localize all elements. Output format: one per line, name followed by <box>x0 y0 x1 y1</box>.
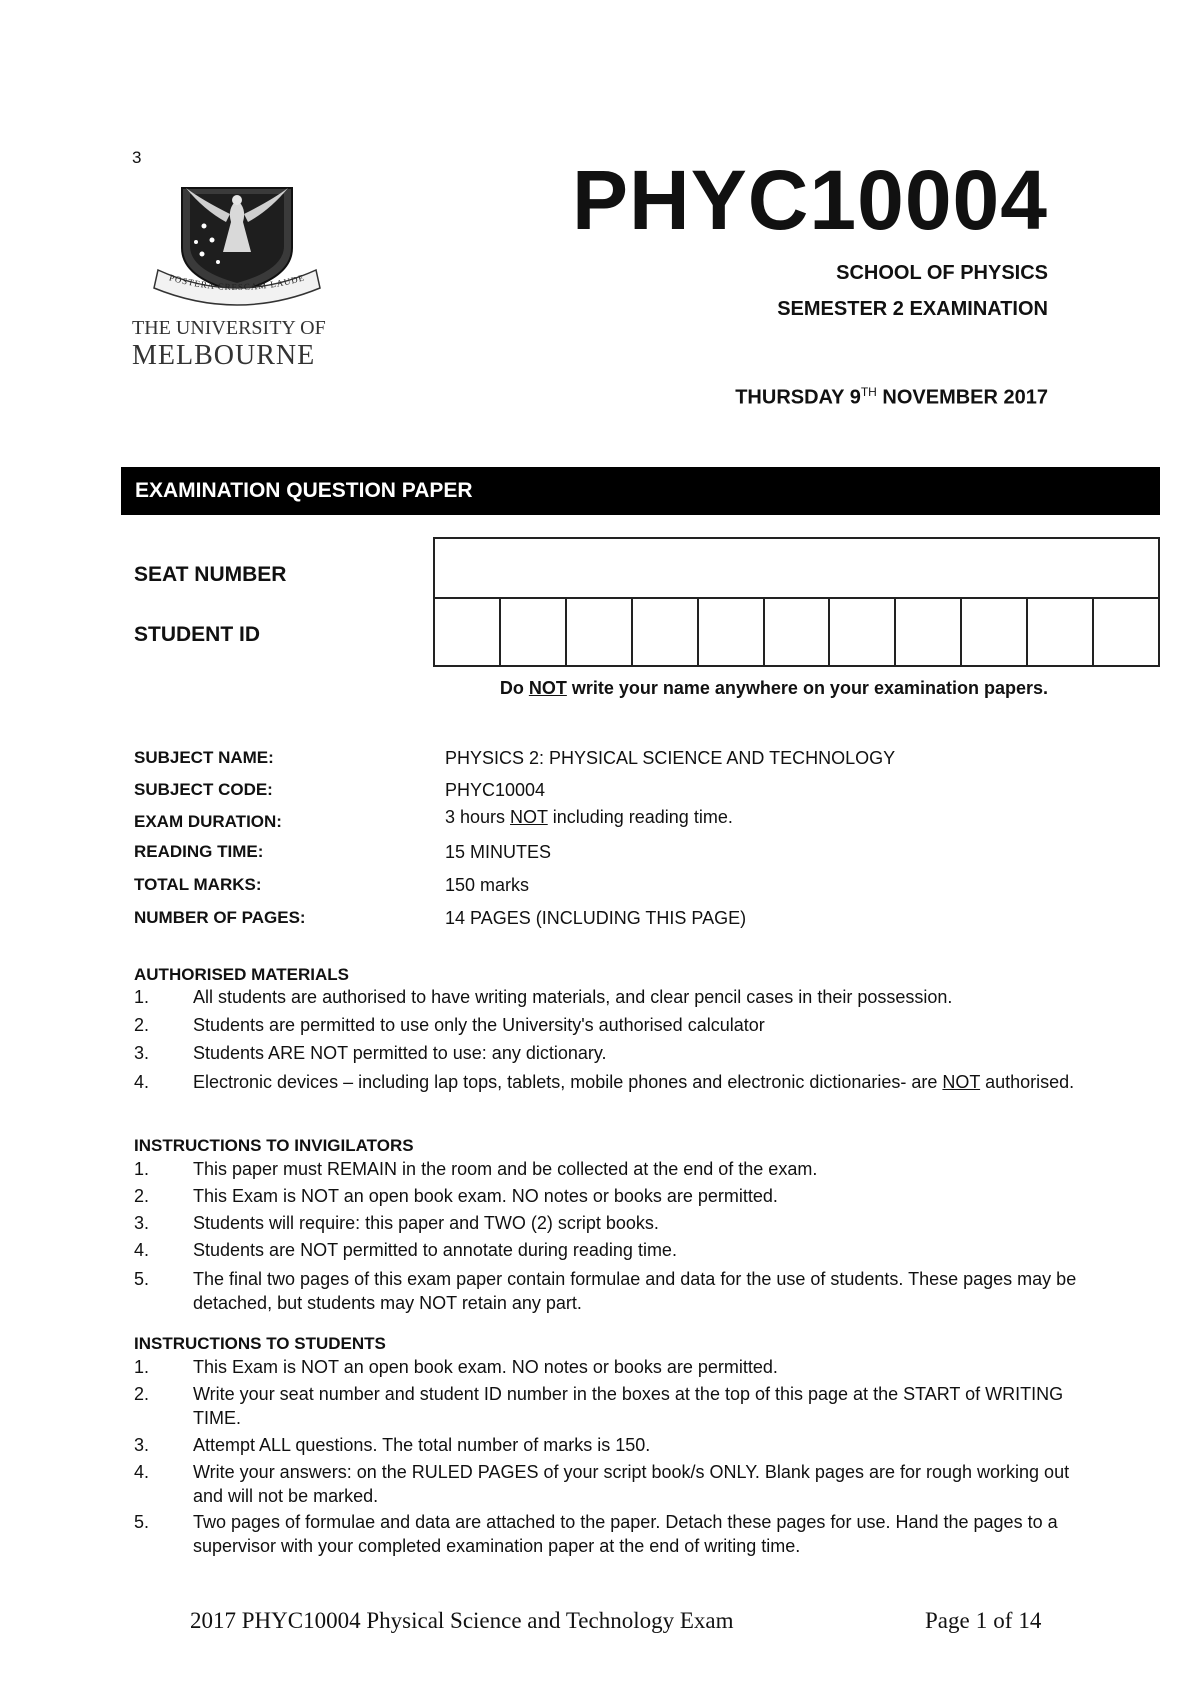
student-id-digit-box[interactable] <box>501 599 567 665</box>
student-id-label: STUDENT ID <box>134 623 260 646</box>
detail-row <box>134 875 1134 905</box>
list-item: 1. All students are authorised to have writing materials, and clear pencil cases in their possession. <box>134 987 953 1007</box>
student-id-digit-box[interactable] <box>962 599 1028 665</box>
detail-value: PHYSICS 2: PHYSICAL SCIENCE AND TECHNOLOGY <box>445 748 896 768</box>
detail-row <box>134 908 1134 938</box>
detail-row <box>134 807 1134 840</box>
list-item: 3. Attempt ALL questions. The total number of marks is 150. <box>134 1435 651 1455</box>
subject-code-title: PHYC10004 <box>572 153 1048 247</box>
list-item: 2. Students are permitted to use only the University's authorised calculator <box>134 1015 765 1035</box>
name-warning: Do NOT write your name anywhere on your examination papers. <box>499 678 1048 698</box>
list-item: 3. Students will require: this paper and TWO (2) script books. <box>134 1213 659 1233</box>
detail-value: 150 marks <box>445 875 530 895</box>
detail-key: NUMBER OF PAGES: <box>134 908 306 927</box>
student-id-digit-box[interactable] <box>830 599 896 665</box>
exam-semester: SEMESTER 2 EXAMINATION <box>777 298 1048 320</box>
list-item: 4. Students are NOT permitted to annotate during reading time. <box>134 1240 677 1260</box>
list-item: 3. Students ARE NOT permitted to use: any dictionary. <box>134 1043 607 1063</box>
detail-value: 3 hours NOT including reading time. <box>445 807 733 827</box>
student-id-digit-box[interactable] <box>765 599 831 665</box>
footer-title: 2017 PHYC10004 Physical Science and Technology Exam <box>190 1608 734 1633</box>
detail-value: PHYC10004 <box>445 780 546 800</box>
authorised-materials-list <box>134 985 1094 1094</box>
detail-value: 14 PAGES (INCLUDING THIS PAGE) <box>445 908 747 928</box>
list-item: 1. This paper must REMAIN in the room and be collected at the end of the exam. <box>134 1159 818 1179</box>
exam-date: THURSDAY 9TH NOVEMBER 2017 <box>735 385 1048 409</box>
logo-motto: POSTERA CRESCAM LAUDE <box>168 272 306 293</box>
student-instructions-title: INSTRUCTIONS TO STUDENTS <box>134 1334 386 1353</box>
detail-row <box>134 748 1134 778</box>
list-item: 5. The final two pages of this exam paper contain formulae and data for the use of students. These pages may be detached, but students may NOT retain any part. <box>134 1269 1077 1313</box>
list-item: 4. Electronic devices – including lap tops, tablets, mobile phones and electronic dictionaries- are NOT authorised. <box>134 1072 1075 1092</box>
student-id-digit-box[interactable] <box>435 599 501 665</box>
list-item: 4. Write your answers: on the RULED PAGES of your script book/s ONLY. Blank pages are for rough working out and will not be marked. <box>134 1462 1070 1506</box>
logo-line1: THE UNIVERSITY OF <box>132 317 326 339</box>
student-id-digit-box[interactable] <box>633 599 699 665</box>
seat-number-label: SEAT NUMBER <box>134 563 287 586</box>
detail-key: SUBJECT CODE: <box>134 780 273 799</box>
list-item: 1. This Exam is NOT an open book exam. NO notes or books are permitted. <box>134 1357 778 1377</box>
student-id-digit-box[interactable] <box>567 599 633 665</box>
logo-line2: MELBOURNE <box>132 340 316 370</box>
student-id-digit-box[interactable] <box>896 599 962 665</box>
paper-banner: EXAMINATION QUESTION PAPER <box>121 467 1160 515</box>
student-id-digit-box[interactable] <box>699 599 765 665</box>
footer-page-number: Page 1 of 14 <box>925 1608 1042 1633</box>
student-id-digit-box[interactable] <box>1028 599 1094 665</box>
student-id-boxes[interactable] <box>433 597 1160 667</box>
invigilator-instructions-title: INSTRUCTIONS TO INVIGILATORS <box>134 1136 414 1155</box>
invigilator-instructions-list <box>134 1157 1094 1315</box>
list-item: 2. This Exam is NOT an open book exam. NO notes or books are permitted. <box>134 1186 778 1206</box>
university-logo <box>132 170 342 370</box>
student-id-digit-box[interactable] <box>1094 599 1158 665</box>
student-instructions-list <box>134 1355 1094 1558</box>
detail-key: READING TIME: <box>134 842 264 861</box>
detail-value: 15 MINUTES <box>445 842 552 862</box>
school-name: SCHOOL OF PHYSICS <box>836 262 1048 284</box>
authorised-materials-title: AUTHORISED MATERIALS <box>134 965 350 984</box>
list-item: 5. Two pages of formulae and data are attached to the paper. Detach these pages for use. Hand the pages to a supervisor with your completed examination paper at the end of writing time. <box>134 1512 1058 1556</box>
list-item: 2. Write your seat number and student ID number in the boxes at the top of this page at the START of WRITING TIME. <box>134 1384 1064 1428</box>
detail-key: SUBJECT NAME: <box>134 748 274 767</box>
detail-key: TOTAL MARKS: <box>134 875 262 894</box>
page-marker: 3 <box>132 148 142 167</box>
seat-number-box[interactable] <box>433 537 1160 599</box>
detail-key: EXAM DURATION: <box>134 812 282 831</box>
detail-row <box>134 780 1134 810</box>
detail-row <box>134 842 1134 872</box>
